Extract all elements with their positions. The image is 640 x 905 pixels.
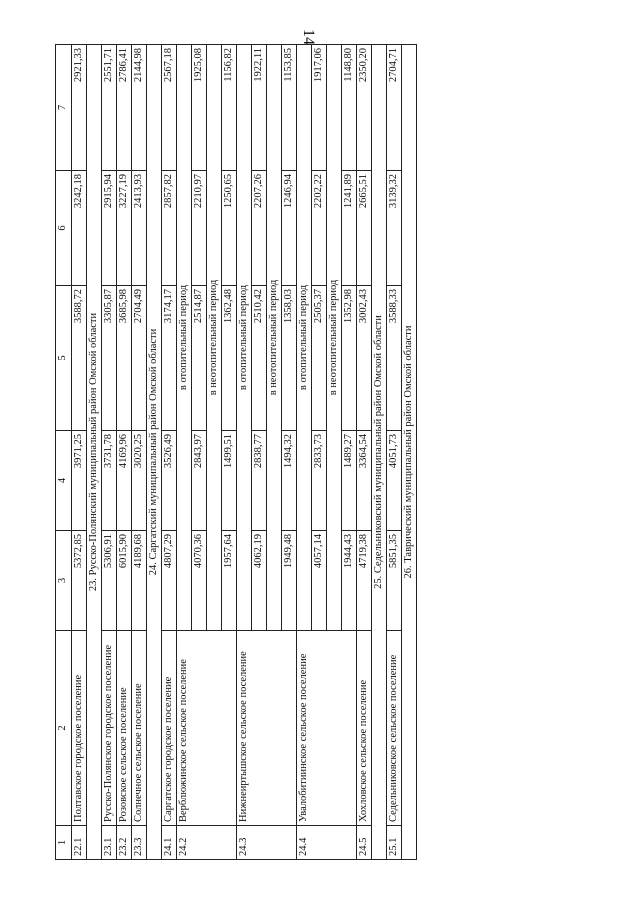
section-row <box>87 45 102 860</box>
value-cell: 3588,72 <box>72 286 87 431</box>
value-cell: 4070,36 <box>192 531 207 631</box>
header-cell: 7 <box>56 45 72 171</box>
value-cell: 2567,18 <box>162 45 177 171</box>
row-number: 24.3 <box>237 826 297 860</box>
period-label: в неотопительный период <box>327 45 342 631</box>
value-cell: 3364,54 <box>357 431 372 531</box>
period-label: в неотопительный период <box>207 45 222 631</box>
period-label: в отопительный период <box>297 45 312 631</box>
value-cell: 2514,87 <box>192 286 207 431</box>
value-cell: 6015,90 <box>117 531 132 631</box>
header-cell: 2 <box>56 631 72 826</box>
value-cell: 3139,32 <box>387 171 402 286</box>
table-row <box>162 45 177 860</box>
table-row <box>357 45 372 860</box>
period-label: в отопительный период <box>237 45 252 631</box>
row-number: 25.1 <box>387 826 402 860</box>
settlement-name: Нижнеиртышское сельское поселение <box>237 631 297 826</box>
value-cell: 2704,71 <box>387 45 402 171</box>
value-cell: 1944,43 <box>342 531 357 631</box>
settlement-name: Увалобитиинское сельское поселение <box>297 631 357 826</box>
row-number: 23.2 <box>117 826 132 860</box>
section-title: 23. Русско-Полянский муниципальный район Омской области <box>87 45 102 860</box>
value-cell: 2838,77 <box>252 431 267 531</box>
period-label-row <box>177 45 192 860</box>
row-number: 22.1 <box>72 826 87 860</box>
settlement-name: Хохловское сельское поселение <box>357 631 372 826</box>
rotated-page-area <box>55 45 580 860</box>
value-cell: 2505,37 <box>312 286 327 431</box>
value-cell: 1499,51 <box>222 431 237 531</box>
period-label-row <box>237 45 252 860</box>
value-cell: 2207,26 <box>252 171 267 286</box>
row-number: 23.3 <box>132 826 147 860</box>
section-row <box>147 45 162 860</box>
value-cell: 1489,27 <box>342 431 357 531</box>
settlement-name: Розовское сельское поселение <box>117 631 132 826</box>
value-cell: 2921,33 <box>72 45 87 171</box>
value-cell: 1925,08 <box>192 45 207 171</box>
value-cell: 2786,41 <box>117 45 132 171</box>
value-cell: 3242,18 <box>72 171 87 286</box>
settlement-name: Полтавское городское поселение <box>72 631 87 826</box>
value-cell: 2202,22 <box>312 171 327 286</box>
value-cell: 2665,51 <box>357 171 372 286</box>
row-number: 23.1 <box>102 826 117 860</box>
value-cell: 2833,73 <box>312 431 327 531</box>
value-cell: 2350,20 <box>357 45 372 171</box>
settlement-name: Саргатское городское поселение <box>162 631 177 826</box>
table-body <box>56 45 417 860</box>
section-row <box>402 45 417 860</box>
value-cell: 3685,98 <box>117 286 132 431</box>
value-cell: 1957,64 <box>222 531 237 631</box>
value-cell: 2144,98 <box>132 45 147 171</box>
value-cell: 4062,19 <box>252 531 267 631</box>
table-row <box>72 45 87 860</box>
period-label-row <box>297 45 312 860</box>
table-row <box>117 45 132 860</box>
section-row <box>372 45 387 860</box>
value-cell: 1352,98 <box>342 286 357 431</box>
period-label: в неотопительный период <box>267 45 282 631</box>
value-cell: 5851,35 <box>387 531 402 631</box>
page-number: 14 <box>300 29 317 45</box>
row-number: 24.1 <box>162 826 177 860</box>
row-number: 24.5 <box>357 826 372 860</box>
header-cell: 1 <box>56 826 72 860</box>
value-cell: 2551,71 <box>102 45 117 171</box>
header-row <box>56 45 72 860</box>
value-cell: 1153,85 <box>282 45 297 171</box>
value-cell: 1949,48 <box>282 531 297 631</box>
value-cell: 2704,49 <box>132 286 147 431</box>
period-label: в отопительный период <box>177 45 192 631</box>
value-cell: 3731,78 <box>102 431 117 531</box>
value-cell: 3305,87 <box>102 286 117 431</box>
value-cell: 1917,06 <box>312 45 327 171</box>
value-cell: 4189,68 <box>132 531 147 631</box>
value-cell: 2413,93 <box>132 171 147 286</box>
section-title: 24. Саргатский муниципальный район Омской области <box>147 45 162 860</box>
value-cell: 3174,17 <box>162 286 177 431</box>
value-cell: 2857,82 <box>162 171 177 286</box>
settlement-name: Русско-Полянское городское поселение <box>102 631 117 826</box>
value-cell: 5372,85 <box>72 531 87 631</box>
value-cell: 1362,48 <box>222 286 237 431</box>
value-cell: 2915,94 <box>102 171 117 286</box>
row-number: 24.2 <box>177 826 237 860</box>
settlement-name: Седельниковское сельское поселение <box>387 631 402 826</box>
section-title: 26. Таврический муниципальный район Омской области <box>402 45 417 860</box>
table-row <box>387 45 402 860</box>
rotated-table-wrapper <box>55 45 580 860</box>
value-cell: 3971,25 <box>72 431 87 531</box>
value-cell: 3588,33 <box>387 286 402 431</box>
value-cell: 1358,03 <box>282 286 297 431</box>
header-cell: 3 <box>56 531 72 631</box>
value-cell: 4057,14 <box>312 531 327 631</box>
value-cell: 4051,73 <box>387 431 402 531</box>
header-cell: 5 <box>56 286 72 431</box>
value-cell: 5306,91 <box>102 531 117 631</box>
value-cell: 3526,49 <box>162 431 177 531</box>
header-cell: 4 <box>56 431 72 531</box>
value-cell: 4169,96 <box>117 431 132 531</box>
value-cell: 1494,32 <box>282 431 297 531</box>
table-row <box>132 45 147 860</box>
value-cell: 3002,43 <box>357 286 372 431</box>
value-cell: 3227,19 <box>117 171 132 286</box>
value-cell: 2510,42 <box>252 286 267 431</box>
row-number: 24.4 <box>297 826 357 860</box>
value-cell: 4719,38 <box>357 531 372 631</box>
value-cell: 1148,80 <box>342 45 357 171</box>
value-cell: 3020,25 <box>132 431 147 531</box>
value-cell: 2210,97 <box>192 171 207 286</box>
value-cell: 1922,11 <box>252 45 267 171</box>
settlement-name: Верблюжинское сельское поселение <box>177 631 237 826</box>
value-cell: 4807,29 <box>162 531 177 631</box>
section-title: 25. Седельниковский муниципальный район Омской области <box>372 45 387 860</box>
header-cell: 6 <box>56 171 72 286</box>
value-cell: 1156,82 <box>222 45 237 171</box>
value-cell: 1250,65 <box>222 171 237 286</box>
value-cell: 2843,97 <box>192 431 207 531</box>
settlement-name: Солнечное сельское поселение <box>132 631 147 826</box>
value-cell: 1241,89 <box>342 171 357 286</box>
value-cell: 1246,94 <box>282 171 297 286</box>
table-row <box>102 45 117 860</box>
tariff-table <box>55 44 417 860</box>
